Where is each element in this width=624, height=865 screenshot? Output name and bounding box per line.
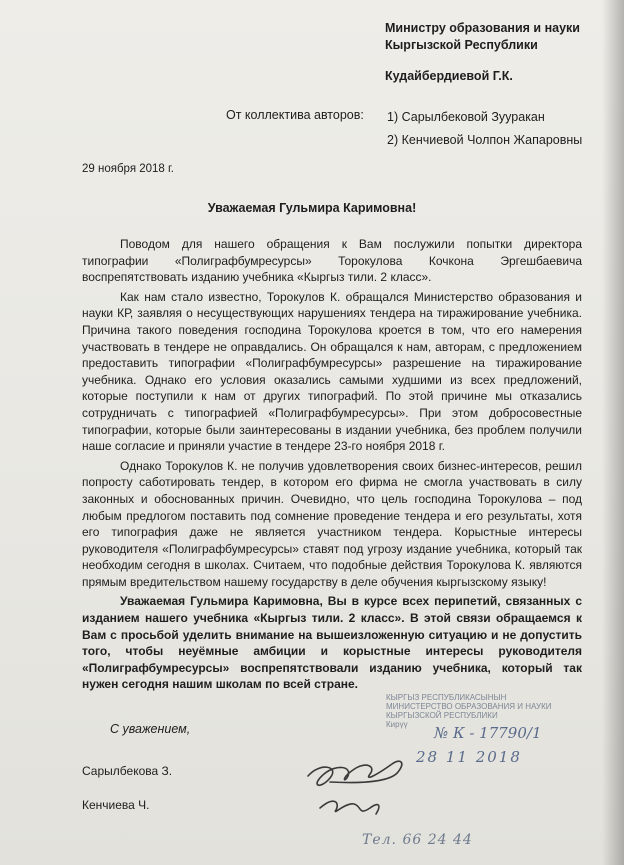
handwritten-phone: Тел. 66 24 44 bbox=[362, 832, 473, 848]
recipient-addressee: Кудайбердиевой Г.К. bbox=[385, 69, 513, 83]
paragraph-3: Однако Торокулов К. не получив удовлетворения своих бизнес-интересов, решил попросту саботировать тендер, в котором его фирма не смогла участвовать в силу законных и обоснованных причин. Очевидно, что цель господина Торокулова – под любым предлогом поставить под сомнение проведение тендера и его результаты, хотя его типография даже не является участником тендера. Корыстные интересы руководителя «Полиграфбумресурсы» ставят под угрозу издание учебника, который так необходим сегодня в школах. Считаем, что подобные действия Торокулова К. являются прямым вредительством нашему государству в деле обучения кыргызскому языку! bbox=[82, 458, 582, 589]
paragraph-1: Поводом для нашего обращения к Вам послужили попытки директора типографии «Полиграфбумресурсы» Торокулова Кочкона Эргешбаевича воспрепятствовать изданию учебника «Кыргыз тили. 2 класс». bbox=[82, 237, 582, 285]
recipient-line-1: Министру образования и науки bbox=[385, 21, 580, 35]
recipient-block bbox=[385, 20, 615, 85]
author-2: 2) Кенчиевой Чолпон Жапаровны bbox=[387, 133, 583, 147]
signer-2: Кенчиева Ч. bbox=[82, 798, 150, 812]
stamp-date: 28 11 2018 bbox=[416, 748, 522, 766]
stamp-line-1: КЫРГЫЗ РЕСПУБЛИКАСЫНЫН bbox=[386, 693, 507, 702]
signature-image bbox=[300, 744, 420, 824]
authors-list bbox=[387, 106, 582, 152]
author-1: 1) Сарылбековой Зууракан bbox=[387, 110, 545, 124]
paragraph-4: Уважаемая Гульмира Каримовна, Вы в курсе всех перипетий, связанных с изданием нашего учебника «Кыргыз тили. 2 класс». В этой связи обращаемся к Вам с просьбой уделить внимание на вышеизложенную ситуацию и не допустить того, чтобы неуёмные амбиции и корыстные интересы руководителя «Полиграфбумресурсы» воспрепятствовали изданию учебника, который так нужен сегодня нашим школам по всей стране. bbox=[82, 594, 582, 692]
salutation: Уважаемая Гульмира Каримовна! bbox=[207, 201, 417, 215]
signer-1: Сарылбекова З. bbox=[82, 764, 173, 778]
letter-date: 29 ноября 2018 г. bbox=[82, 163, 174, 175]
page-edge-shadow bbox=[602, 0, 624, 865]
recipient-line-2: Кыргызской Республики bbox=[385, 38, 538, 52]
stamp-line-2: МИНИСТЕРСТВО ОБРАЗОВАНИЯ И НАУКИ bbox=[386, 702, 552, 711]
paragraph-2: Как нам стало известно, Торокулов К. обращался Министерство образования и науки КР, заявляя о несуществующих нарушениях тендера на тиражирование учебника. Причина такого поведения господина Торокулова кроется в том, что его намерения участвовать в тендере не оправдались. Он обращался к нам, авторам, с предложением предоставить типографии «Полиграфбумресурсы» разрешение на тиражирование учебника. Однако его условия оказались самыми худшими из всех предложений, которые поступили к нам от других типографий. По этой причине мы отказались сотрудничать с типографией «Полиграфбумресурсы». При этом добросовестные типографии, которые были заинтересованы в издании учебника, без проблем получили наше согласие и приняли участие в тендере 23-го ноября 2018 г. bbox=[82, 289, 582, 454]
from-label: От коллектива авторов: bbox=[226, 108, 364, 122]
stamp-incoming-label: Кирүү bbox=[386, 720, 408, 729]
stamp-line-3: КЫРГЫЗСКОЙ РЕСПУБЛИКИ bbox=[386, 711, 498, 720]
letter-body bbox=[82, 236, 582, 696]
stamp-number: № К - 17790/1 bbox=[434, 724, 542, 742]
closing: С уважением, bbox=[110, 722, 191, 736]
